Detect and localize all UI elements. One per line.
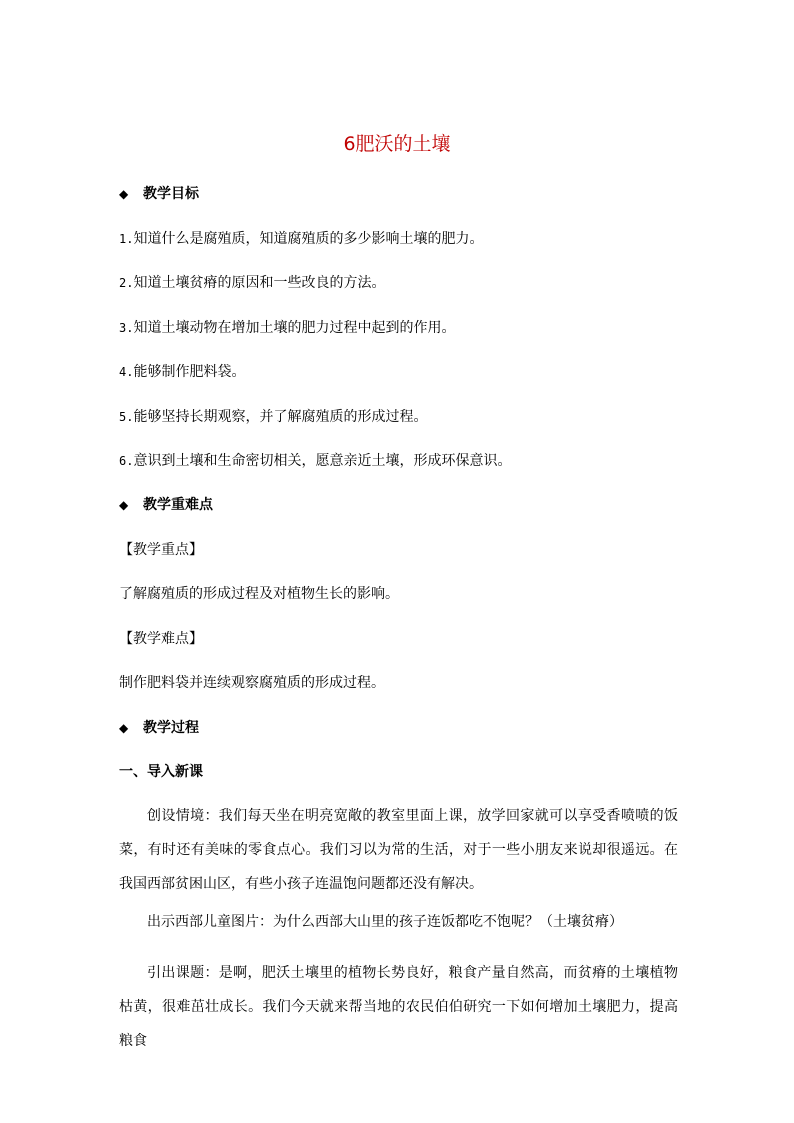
section-heading-key-points [119, 495, 679, 515]
section-heading-process [119, 718, 679, 738]
goal-text: 知道土壤贫瘠的原因和一些改良的方法。 [133, 275, 386, 291]
diamond-bullet-icon: ◆ [119, 721, 129, 735]
goal-number: 3. [119, 321, 134, 335]
intro-heading: 一、导入新课 [119, 764, 203, 780]
goal-item-1 [119, 229, 679, 249]
difficult-text: 制作肥料袋并连续观察腐殖质的形成过程。 [119, 675, 385, 691]
goal-text: 能够坚持长期观察，并了解腐殖质的形成过程。 [133, 409, 428, 425]
goal-number: 6. [119, 454, 134, 468]
goal-text: 意识到土壤和生命密切相关，愿意亲近土壤，形成环保意识。 [133, 453, 512, 469]
goal-text: 能够制作肥料袋。 [133, 364, 246, 380]
paragraph-show-picture: 出示西部儿童图片：为什么西部大山里的孩子连饭都吃不饱呢？（土壤贫瘠） [147, 914, 623, 930]
goal-text: 知道什么是腐殖质，知道腐殖质的多少影响土壤的肥力。 [133, 231, 484, 247]
goal-number: 2. [119, 276, 134, 290]
section-title: 教学重难点 [143, 497, 213, 513]
section-heading-goals [119, 184, 679, 204]
goal-item-5 [119, 407, 679, 427]
goal-item-6 [119, 451, 679, 471]
document-title: 6肥沃的土壤 [343, 133, 451, 155]
goal-number: 4. [119, 365, 134, 379]
goal-item-3 [119, 318, 679, 338]
goal-number: 5. [119, 410, 134, 424]
paragraph-introduce-topic: 引出课题：是啊，肥沃土壤里的植物长势良好，粮食产量自然高，而贫瘠的土壤植物枯黄，很难茁壮成长。我们今天就来帮当地的农民伯伯研究一下如何增加土壤肥力，提高粮食 [119, 965, 678, 1049]
paragraph-situation: 创设情境：我们每天坐在明亮宽敞的教室里面上课，放学回家就可以享受香喷喷的饭菜，有时还有美味的零食点心。我们习以为常的生活，对于一些小朋友来说却很遥远。在我国西部贫困山区，有些小孩子连温饱问题都还没有解决。 [119, 808, 678, 892]
section-title: 教学过程 [143, 720, 199, 736]
goal-item-4 [119, 362, 679, 382]
key-label: 【教学重点】 [119, 542, 203, 558]
goal-text: 知道土壤动物在增加土壤的肥力过程中起到的作用。 [133, 320, 456, 336]
difficult-label: 【教学难点】 [119, 631, 203, 647]
goal-number: 1. [119, 232, 134, 246]
diamond-bullet-icon: ◆ [119, 187, 129, 201]
diamond-bullet-icon: ◆ [119, 498, 129, 512]
section-title: 教学目标 [143, 186, 199, 202]
key-text: 了解腐殖质的形成过程及对植物生长的影响。 [119, 586, 399, 602]
goal-item-2 [119, 273, 679, 293]
